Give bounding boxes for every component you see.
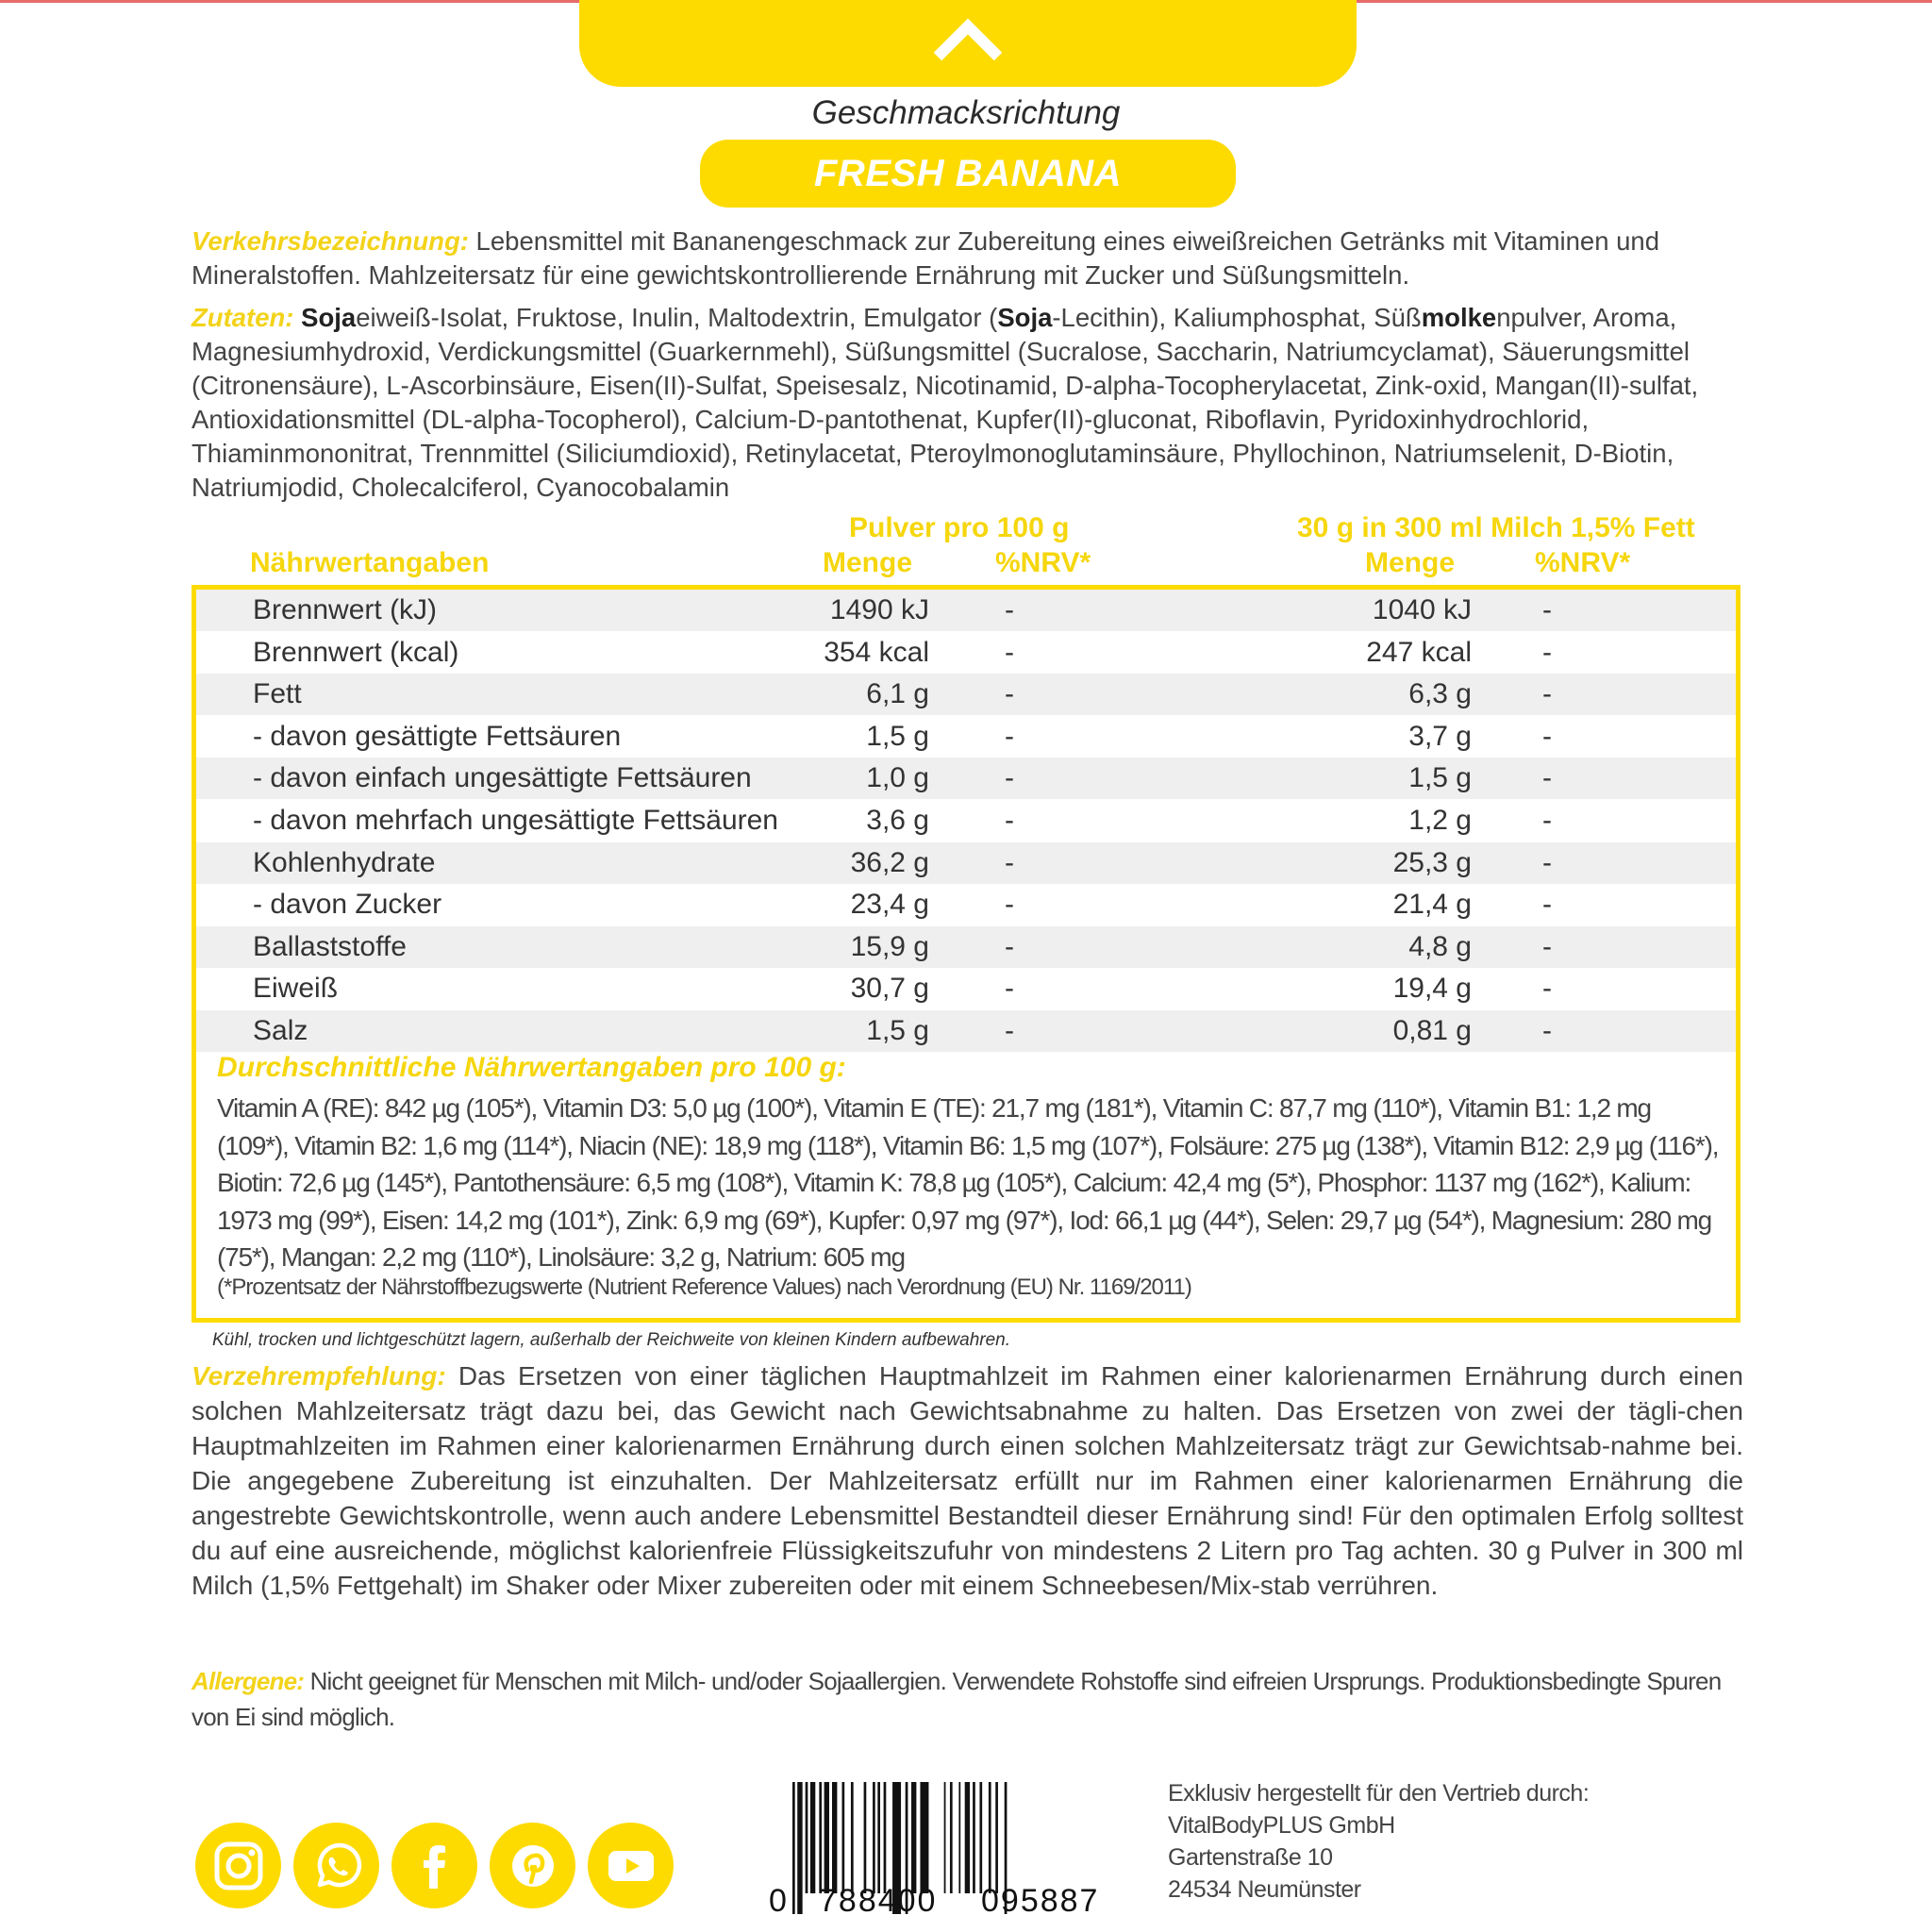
nutrition-row bbox=[196, 926, 1736, 968]
nutrition-row bbox=[196, 716, 1736, 758]
manufacturer-intro: Exklusiv hergestellt für den Vertrieb durch: bbox=[1168, 1780, 1590, 1807]
barcode-digits-right: 095887 bbox=[981, 1883, 1100, 1919]
milk-nrv: - bbox=[1542, 805, 1552, 836]
milk-amount: 1040 kJ bbox=[1372, 594, 1472, 625]
vitamins-title: Durchschnittliche Nährwertangaben pro 100 g: bbox=[217, 1052, 846, 1083]
milk-amount: 25,3 g bbox=[1392, 846, 1472, 878]
manufacturer-street: Gartenstraße 10 bbox=[1168, 1844, 1333, 1871]
milk-nrv: - bbox=[1542, 930, 1552, 962]
nutrition-row bbox=[196, 674, 1736, 715]
milk-amount: 247 kcal bbox=[1366, 636, 1472, 668]
powder-nrv: - bbox=[1005, 636, 1014, 668]
powder-nrv: - bbox=[1005, 889, 1014, 921]
instagram-icon bbox=[212, 1840, 265, 1892]
powder-nrv: - bbox=[1005, 762, 1014, 794]
barcode-bar bbox=[965, 1782, 970, 1893]
powder-nrv: - bbox=[1005, 930, 1014, 962]
powder-amount: 1,0 g bbox=[866, 762, 929, 794]
nutrition-row bbox=[196, 800, 1736, 841]
nutrient-name: - davon Zucker bbox=[253, 889, 442, 921]
barcode-digit-first: 0 bbox=[769, 1883, 787, 1919]
milk-nrv: - bbox=[1542, 720, 1552, 752]
barcode-bar bbox=[810, 1782, 815, 1893]
barcode-bar bbox=[824, 1782, 829, 1893]
col-nrv-powder: %NRV* bbox=[995, 547, 1091, 578]
milk-amount: 4,8 g bbox=[1408, 930, 1472, 962]
description-label: Verkehrsbezeichnung: bbox=[192, 226, 469, 256]
ingredients-segment bbox=[293, 303, 301, 332]
allergens-label: Allergene: bbox=[192, 1667, 305, 1695]
recommendation bbox=[192, 1358, 1743, 1603]
powder-nrv: - bbox=[1005, 720, 1014, 752]
barcode-bar bbox=[911, 1782, 916, 1893]
recommendation-text: Das Ersetzen von einer täglichen Hauptmahlzeit im Rahmen einer kalorienarmen Ernährung durch einen solchen Mahlzeitersatz trägt dazu bei, das Gewicht nach Gewichtsabnahme zu halten. Das Ersetzen von zwei der tägli-chen Hauptmahlzeiten im Rahmen einer kalorienarmen Ernährung durch einen solchen Mahlzeitersatz trägt zur Gewichtsab-nahme bei. Die angegebene Zubereitung ist einzuhalten. Der Mahlzeitersatz erfüllt nur im Rahmen einer kalorienarmen Ernährung die angestrebte Gewichtskontrolle, wenn auch andere Lebensmittel Bestandteil dieser Ernährung sind! Für den optimalen Erfolg solltest du auf eine ausreichende, möglichst kalorienfreie Flüssigkeitszufuhr von mindestens 2 Litern pro Tag achten. 30 g Pulver in 300 ml Milch (1,5% Fettgehalt) im Shaker oder Mixer zubereiten oder mit einem Schneebesen/Mix-stab verrühren. bbox=[192, 1361, 1743, 1600]
allergen-highlight: Soja bbox=[301, 303, 357, 332]
nutrient-name: - davon einfach ungesättigte Fettsäuren bbox=[253, 762, 752, 794]
manufacturer-city: 24534 Neumünster bbox=[1168, 1876, 1361, 1903]
chevron-up-icon bbox=[932, 19, 1004, 62]
youtube-button[interactable] bbox=[588, 1823, 674, 1908]
milk-nrv: - bbox=[1542, 678, 1552, 710]
collapse-tab-button[interactable] bbox=[579, 0, 1357, 87]
manufacturer-company: VitalBodyPLUS GmbH bbox=[1168, 1812, 1395, 1839]
nutrient-name: - davon gesättigte Fettsäuren bbox=[253, 720, 622, 752]
powder-nrv: - bbox=[1005, 846, 1014, 878]
milk-nrv: - bbox=[1542, 594, 1552, 625]
powder-nrv: - bbox=[1005, 805, 1014, 836]
milk-amount: 21,4 g bbox=[1392, 889, 1472, 921]
barcode-bar bbox=[842, 1782, 845, 1893]
flavor-label: Geschmacksrichtung bbox=[811, 94, 1121, 131]
nutrient-name: Salz bbox=[253, 1015, 308, 1046]
nutrient-name: Brennwert (kJ) bbox=[253, 594, 438, 625]
description-text: Lebensmittel mit Bananengeschmack zur Zubereitung eines eiweißreichen Getränks mit Vitaminen und Mineralstoffen. Mahlzeitersatz für eine gewichtskontrollierende Ernährung mit Zucker und Süßungsmitteln. bbox=[192, 226, 1660, 290]
allergen-highlight: Soja bbox=[997, 303, 1053, 332]
powder-amount: 23,4 g bbox=[850, 889, 929, 921]
barcode-bar bbox=[832, 1782, 837, 1893]
barcode-bar bbox=[989, 1782, 991, 1893]
allergens bbox=[192, 1663, 1743, 1735]
social-links bbox=[195, 1823, 674, 1908]
manufacturer-info bbox=[1168, 1777, 1589, 1906]
nutrient-name: Ballaststoffe bbox=[253, 930, 407, 962]
powder-amount: 1,5 g bbox=[866, 720, 929, 752]
nutrition-row bbox=[196, 1010, 1736, 1052]
barcode-bar bbox=[864, 1782, 867, 1893]
nutrient-name: Brennwert (kcal) bbox=[253, 636, 459, 668]
barcode-bar bbox=[884, 1782, 887, 1893]
instagram-button[interactable] bbox=[195, 1823, 281, 1908]
barcode-bar bbox=[851, 1782, 854, 1893]
nutrition-row bbox=[196, 968, 1736, 1009]
facebook-icon bbox=[408, 1840, 461, 1892]
nutrition-row bbox=[196, 842, 1736, 884]
nutrient-name: Kohlenhydrate bbox=[253, 846, 436, 878]
allergen-highlight: molke bbox=[1421, 303, 1497, 332]
powder-amount: 354 kcal bbox=[824, 636, 929, 668]
vitamins-text: Vitamin A (RE): 842 µg (105*), Vitamin D3: 5,0 µg (100*), Vitamin E (TE): 21,7 mg (181*), Vitamin C: 87,7 mg (110*), Vitamin B1: 1,2 mg (109*), Vitamin B2: 1,6 mg (114*), Niacin (NE): 18,9 mg (118*), Vitamin B6: 1,5 mg (107*), Folsäure: 275 µg (138*), Vitamin B12: 2,9 µg (116*), Biotin: 72,6 µg (145*), Pantothensäure: 6,5 mg (108*), Vitamin K: 78,8 µg (105*), Calcium: 42,4 mg (5*), Phosphor: 1137 mg (162*), Kalium: 1973 mg (99*), Eisen: 14,2 mg (101*), Zink: 6,9 mg (69*), Kupfer: 0,97 mg (97*), Iod: 66,1 µg (44*), Selen: 29,7 µg (54*), Magnesium: 280 mg (75*), Mangan: 2,2 mg (110*), Linolsäure: 3,2 g, Natrium: 605 mg bbox=[217, 1093, 1719, 1272]
nutrient-name: - davon mehrfach ungesättigte Fettsäuren bbox=[253, 805, 778, 836]
pinterest-button[interactable] bbox=[490, 1823, 575, 1908]
powder-nrv: - bbox=[1005, 594, 1014, 625]
group1-title: Pulver pro 100 g bbox=[849, 512, 1070, 543]
milk-nrv: - bbox=[1542, 973, 1552, 1005]
ingredients-segment: npulver, Aroma, Magnesiumhydroxid, Verdickungsmittel (Guarkernmehl), Süßungsmittel (Sucralose, Saccharin, Natriumcyclamat), Säuerungsmittel (Citronensäure), L-Ascorbinsäure, Eisen(II)-Sulfat, Speisesalz, Nicotinamid, D-alpha-Tocopherylacetat, Zink-oxid, Mangan(II)-sulfat, Antioxidationsmittel (DL-alpha-Tocopherol), Calcium-D-pantothenat, Kupfer(II)-gluconat, Riboflavin, Pyridoxinhydrochlorid, Thiaminmononitrat, Trennmittel (Siliciumdioxid), Retinylacetat, Pteroylmonoglutaminsäure, Phyllochinon, Natriumselenit, D-Biotin, Natriumjodid, Cholecalciferol, Cyanocobalamin bbox=[192, 303, 1699, 502]
nutrition-title: Nährwertangaben bbox=[250, 547, 490, 578]
powder-amount: 30,7 g bbox=[850, 973, 929, 1005]
ingredients bbox=[192, 301, 1743, 505]
milk-nrv: - bbox=[1542, 636, 1552, 668]
milk-amount: 19,4 g bbox=[1392, 973, 1472, 1005]
nutrient-name: Eiweiß bbox=[253, 973, 339, 1005]
flavor-name: FRESH BANANA bbox=[814, 152, 1122, 194]
barcode-bar bbox=[797, 1782, 802, 1914]
milk-amount: 1,5 g bbox=[1408, 762, 1472, 794]
nutrition-row bbox=[196, 884, 1736, 925]
milk-nrv: - bbox=[1542, 846, 1552, 878]
ingredients-segment: eiweiß-Isolat, Fruktose, Inulin, Maltodextrin, Emulgator ( bbox=[356, 303, 998, 332]
powder-nrv: - bbox=[1005, 678, 1014, 710]
whatsapp-icon bbox=[310, 1840, 363, 1892]
col-amount-powder: Menge bbox=[823, 547, 913, 578]
powder-amount: 1,5 g bbox=[866, 1015, 929, 1046]
barcode-bar bbox=[944, 1782, 946, 1893]
barcode-bar bbox=[873, 1782, 875, 1893]
powder-nrv: - bbox=[1005, 973, 1014, 1005]
barcode-bar bbox=[792, 1782, 795, 1914]
barcode-bar bbox=[950, 1782, 953, 1893]
milk-amount: 0,81 g bbox=[1392, 1015, 1472, 1046]
storage-note: Kühl, trocken und lichtgeschützt lagern, außerhalb der Reichweite von kleinen Kindern aufbewahren. bbox=[212, 1330, 1011, 1350]
powder-amount: 1490 kJ bbox=[829, 594, 929, 625]
ingredients-label: Zutaten: bbox=[192, 303, 294, 332]
milk-nrv: - bbox=[1542, 762, 1552, 794]
milk-amount: 3,7 g bbox=[1408, 720, 1472, 752]
whatsapp-button[interactable] bbox=[293, 1823, 379, 1908]
powder-amount: 6,1 g bbox=[866, 678, 929, 710]
barcode-bar bbox=[979, 1782, 982, 1893]
barcode-bar bbox=[819, 1782, 822, 1893]
powder-amount: 3,6 g bbox=[866, 805, 929, 836]
facebook-button[interactable] bbox=[391, 1823, 477, 1908]
col-amount-milk: Menge bbox=[1365, 547, 1456, 578]
allergens-text: Nicht geeignet für Menschen mit Milch- und/oder Sojaallergien. Verwendete Rohstoffe sind eifreien Ursprungs. Produktionsbedingte Spuren von Ei sind möglich. bbox=[192, 1667, 1722, 1731]
milk-nrv: - bbox=[1542, 889, 1552, 921]
nutrient-name: Fett bbox=[253, 678, 302, 710]
flavor-badge bbox=[700, 140, 1236, 208]
nrv-footnote: (*Prozentsatz der Nährstoffbezugswerte (Nutrient Reference Values) nach Verordnung (EU) Nr. 1169/2011) bbox=[217, 1274, 1191, 1300]
nutrition-row bbox=[196, 758, 1736, 799]
powder-nrv: - bbox=[1005, 1015, 1014, 1046]
nutrition-table bbox=[192, 585, 1740, 1323]
powder-amount: 15,9 g bbox=[850, 930, 929, 962]
product-description bbox=[192, 225, 1743, 292]
powder-amount: 36,2 g bbox=[850, 846, 929, 878]
recommendation-label: Verzehrempfehlung: bbox=[192, 1361, 446, 1391]
group2-title: 30 g in 300 ml Milch 1,5% Fett bbox=[1297, 512, 1695, 543]
ingredients-text bbox=[192, 303, 1698, 502]
milk-nrv: - bbox=[1542, 1015, 1552, 1046]
nutrition-row bbox=[196, 632, 1736, 674]
barcode-digits-left: 788400 bbox=[819, 1883, 938, 1919]
barcode-bar bbox=[995, 1782, 998, 1893]
barcode-bar bbox=[877, 1782, 880, 1893]
ingredients-segment: -Lecithin), Kaliumphosphat, Süß bbox=[1052, 303, 1422, 332]
pinterest-icon bbox=[507, 1840, 559, 1892]
barcode-bar bbox=[806, 1782, 808, 1893]
youtube-icon bbox=[605, 1840, 658, 1892]
nutrition-row bbox=[196, 590, 1736, 631]
col-nrv-milk: %NRV* bbox=[1535, 547, 1631, 578]
milk-amount: 6,3 g bbox=[1408, 678, 1472, 710]
milk-amount: 1,2 g bbox=[1408, 805, 1472, 836]
barcode-bar bbox=[958, 1782, 960, 1893]
barcode-bar bbox=[973, 1782, 975, 1893]
barcode-bar bbox=[920, 1782, 928, 1893]
